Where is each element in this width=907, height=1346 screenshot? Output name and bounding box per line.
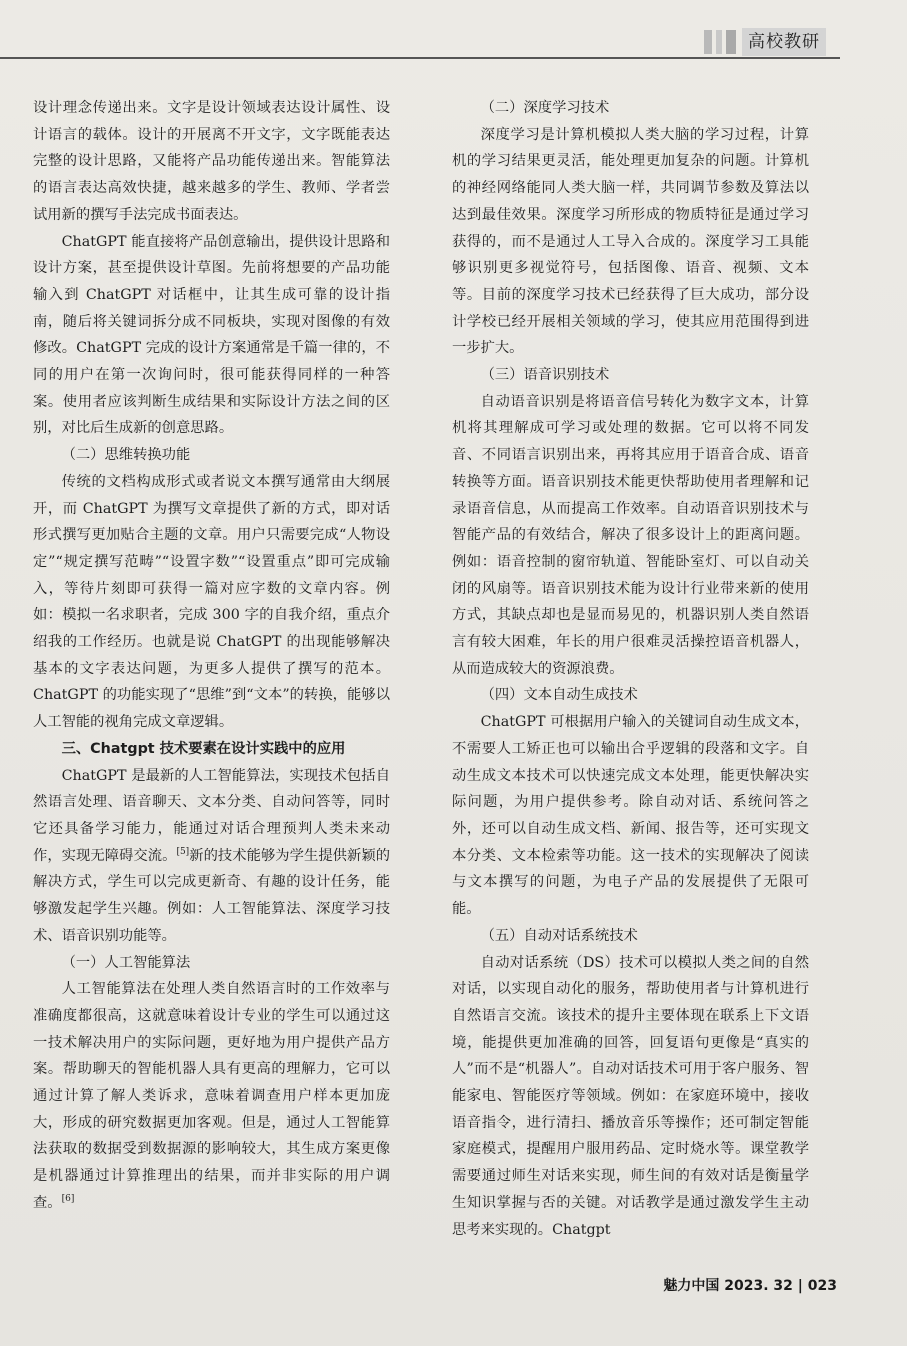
paragraph-text: ChatGPT 是最新的人工智能算法，实现技术包括自然语言处理、语音聊天、文本分类、自动问答等，同时它还具备学习能力，能通过对话合理预判人类未来动作，实现无障碍交流。	[33, 767, 390, 864]
subsection-heading: （一）人工智能算法	[61, 954, 191, 971]
paragraph	[33, 763, 390, 950]
paragraph-text: 新的技术能够为学生提供新颖的解决方式，学生可以完成更新奇、有趣的设计任务，能够激发起学生兴趣。例如：人工智能算法、深度学习技术、语音识别功能等。	[33, 847, 390, 944]
subsection-heading: （五）自动对话系统技术	[480, 927, 638, 944]
header-decoration	[704, 30, 736, 54]
header-rule	[0, 57, 840, 59]
paragraph: 深度学习是计算机模拟人类大脑的学习过程，计算机的学习结果更灵活，能处理更加复杂的问题。计算机的神经网络能同人类大脑一样，共同调节参数及算法以达到最佳效果。深度学习所形成的物质特征是通过学习获得的，而不是通过人工导入合成的。深度学习工具能够识别更多视觉符号，包括图像、语音、视频、文本等。目前的深度学习技术已经获得了巨大成功，部分设计学校已经开展相关领域的学习，使其应用范围得到进一步扩大。	[452, 126, 809, 357]
paragraph: 自动语音识别是将语音信号转化为数字文本，计算机将其理解成可学习或处理的数据。它可以将不同发音、不同语言识别出来，再将其应用于语音合成、语音转换等方面。语音识别技术能更快帮助使用者理解和记录语音信息，从而提高工作效率。自动语音识别技术与智能产品的有效结合，解决了很多设计上的距离问题。例如：语音控制的窗帘轨道、智能卧室灯、可以自动关闭的风扇等。语音识别技术能为设计行业带来新的使用方式，其缺点却也是显而易见的，机器识别人类自然语言有较大困难，年长的用户很难灵活操控语音机器人，从而造成较大的资源浪费。	[452, 393, 809, 677]
paragraph: ChatGPT 可根据用户输入的关键词自动生成文本，不需要人工矫正也可以输出合乎逻辑的段落和文字。自动生成文本技术可以快速完成文本处理，能更快解决实际问题，为用户提供参考。除自动对话、系统问答之外，还可以自动生成文档、新闻、报告等，还可实现文本分类、文本检索等功能。这一技术的实现解决了阅读与文本撰写的问题，为电子产品的发展提供了无限可能。	[452, 714, 809, 918]
paragraph-text: 人工智能算法在处理人类自然语言时的工作效率与准确度都很高，这就意味着设计专业的学生可以通过这一技术解决用户的实际问题，更好地为用户提供产品方案。帮助聊天的智能机器人具有更高的理解力，它可以通过计算了解人类诉求，意味着调查用户样本更加庞大，形成的研究数据更加客观。但是，通过人工智能算法获取的数据受到数据源的影响较大，其生成方案更像是机器通过计算推理出的结果，而并非实际的用户调查。	[33, 981, 390, 1211]
paragraph: ChatGPT 能直接将产品创意输出，提供设计思路和设计方案，甚至提供设计草图。先前将想要的产品功能输入到 ChatGPT 对话框中，让其生成可靠的设计指南，随后将关键词拆分成不同板块，实现对图像的有效修改。ChatGPT 完成的设计方案通常是千篇一律的，不同的用户在第一次询问时，很可能获得同样的一种答案。使用者应该判断生成结果和实际设计方法之间的区别，对比后生成新的创意思路。	[33, 233, 390, 437]
page-footer: 魅力中国 2023. 32 | 023	[663, 1278, 837, 1294]
subsection-heading: （三）语音识别技术	[480, 367, 610, 384]
subsection-heading: （四）文本自动生成技术	[480, 687, 638, 704]
running-header	[704, 27, 840, 57]
left-column	[33, 95, 390, 1217]
paragraph: 传统的文档构成形式或者说文本撰写通常由大纲展开，而 ChatGPT 为撰写文章提供了新的方式，即对话形式撰写更加贴合主题的文章。用户只需要完成“人物设定”“规定撰写范畴”“设置字数”“设置重点”即可完成输入，等待片刻即可获得一篇对应字数的文章内容。例如：模拟一名求职者，完成 300 字的自我介绍，重点介绍我的工作经历。也就是说 ChatGPT 的出现能够解决基本的文字表达问题，为更多人提供了撰写的范本。ChatGPT 的功能实现了“思维”到“文本”的转换，能够以人工智能的视角完成文章逻辑。	[33, 473, 390, 731]
section-label: 高校教研	[742, 28, 826, 56]
right-column	[452, 95, 809, 1243]
subsection-heading: （二）深度学习技术	[480, 100, 610, 116]
subsection-heading: （二）思维转换功能	[61, 447, 191, 464]
section-heading: 三、Chatgpt 技术要素在设计实践中的应用	[61, 740, 346, 757]
paragraph: 自动对话系统（DS）技术可以模拟人类之间的自然对话，以实现自动化的服务，帮助使用者与计算机进行自然语言交流。该技术的提升主要体现在联系上下文语境，能提供更加准确的回答，回复语句更像是“真实的人”而不是“机器人”。自动对话技术可用于客户服务、智能家电、智能医疗等领域。例如：在家庭环境中，接收语音指令，进行清扫、播放音乐等操作；还可制定智能家庭模式，提醒用户服用药品、定时烧水等。课堂教学需要通过师生对话来实现，师生间的有效对话是衡量学生知识掌握与否的关键。对话教学是通过激发学生主动思考来实现的。Chatgpt	[452, 954, 809, 1238]
paragraph	[33, 976, 390, 1216]
citation-ref: [5]	[176, 846, 190, 857]
paragraph: 设计理念传递出来。文字是设计领域表达设计属性、设计语言的载体。设计的开展离不开文字，文字既能表达完整的设计思路，又能将产品功能传递出来。智能算法的语言表达高效快捷，越来越多的学生、教师、学者尝试用新的撰写手法完成书面表达。	[33, 100, 390, 223]
citation-ref: [6]	[61, 1194, 75, 1205]
